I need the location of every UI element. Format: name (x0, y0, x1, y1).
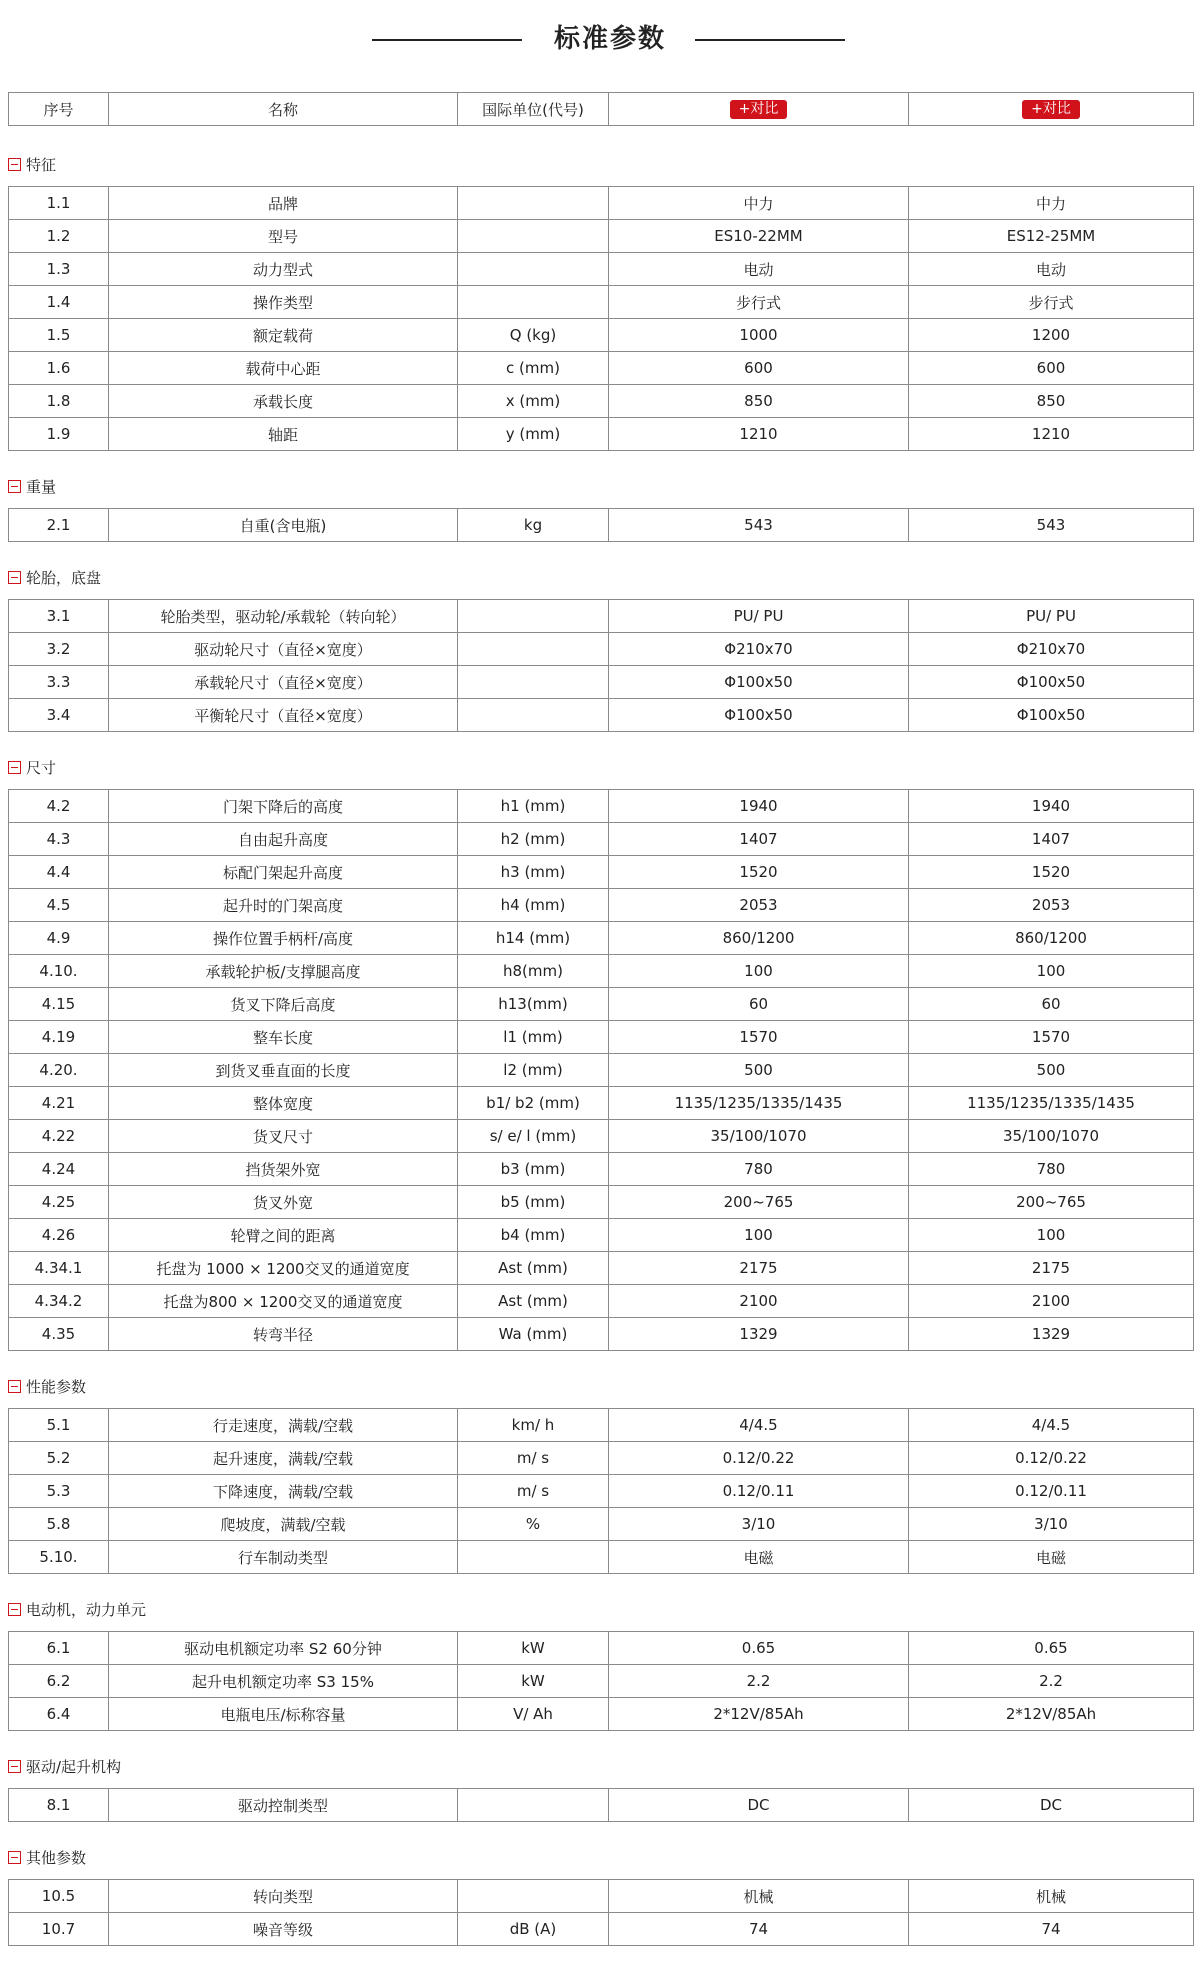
table-row (9, 286, 1194, 319)
cell-model-1: 电磁 (609, 1541, 909, 1574)
cell-index: 1.2 (9, 220, 109, 253)
cell-unit: Ast (mm) (458, 1252, 609, 1285)
cell-name: 轮臂之间的距离 (109, 1219, 458, 1252)
collapse-icon[interactable] (8, 761, 21, 774)
cell-name: 轴距 (109, 418, 458, 451)
collapse-icon[interactable] (8, 158, 21, 171)
cell-unit (458, 286, 609, 319)
cell-index: 4.15 (9, 988, 109, 1021)
cell-name: 操作类型 (109, 286, 458, 319)
cell-model-2: 1407 (909, 823, 1194, 856)
cell-model-2: 543 (909, 509, 1194, 542)
cell-unit: V/ Ah (458, 1698, 609, 1731)
table-row (9, 600, 1194, 633)
cell-index: 10.7 (9, 1913, 109, 1946)
title-divider-right (695, 39, 845, 41)
cell-unit: l1 (mm) (458, 1021, 609, 1054)
collapse-icon[interactable] (8, 1760, 21, 1773)
cell-name: 驱动控制类型 (109, 1789, 458, 1822)
table-row (9, 699, 1194, 732)
cell-unit: Ast (mm) (458, 1285, 609, 1318)
cell-name: 额定载荷 (109, 319, 458, 352)
cell-name: 噪音等级 (109, 1913, 458, 1946)
cell-name: 整车长度 (109, 1021, 458, 1054)
cell-index: 4.3 (9, 823, 109, 856)
collapse-icon[interactable] (8, 480, 21, 493)
spec-table (8, 186, 1194, 451)
cell-model-2: 60 (909, 988, 1194, 1021)
cell-model-2: 600 (909, 352, 1194, 385)
cell-model-1: 60 (609, 988, 909, 1021)
section-heading[interactable] (8, 474, 56, 498)
cell-index: 4.10. (9, 955, 109, 988)
table-row (9, 1252, 1194, 1285)
cell-name: 自重(含电瓶) (109, 509, 458, 542)
cell-model-1: 500 (609, 1054, 909, 1087)
cell-unit: h13(mm) (458, 988, 609, 1021)
table-row (9, 790, 1194, 823)
cell-name: 行走速度，满载/空载 (109, 1409, 458, 1442)
cell-index: 4.26 (9, 1219, 109, 1252)
table-row (9, 187, 1194, 220)
cell-name: 货叉下降后高度 (109, 988, 458, 1021)
table-row (9, 856, 1194, 889)
cell-model-2: 步行式 (909, 286, 1194, 319)
table-row (9, 1153, 1194, 1186)
cell-model-2: 35/100/1070 (909, 1120, 1194, 1153)
cell-index: 6.1 (9, 1632, 109, 1665)
spec-table (8, 1408, 1194, 1574)
table-row (9, 319, 1194, 352)
cell-model-2: 1135/1235/1335/1435 (909, 1087, 1194, 1120)
cell-model-1: 0.12/0.22 (609, 1442, 909, 1475)
table-row (9, 1698, 1194, 1731)
cell-model-2: 100 (909, 1219, 1194, 1252)
table-row (9, 385, 1194, 418)
cell-name: 下降速度，满载/空载 (109, 1475, 458, 1508)
cell-model-2: 0.12/0.22 (909, 1442, 1194, 1475)
cell-unit: kW (458, 1632, 609, 1665)
section-title: 其他参数 (26, 1848, 87, 1867)
cell-unit: y (mm) (458, 418, 609, 451)
cell-unit: h3 (mm) (458, 856, 609, 889)
cell-model-1: 1210 (609, 418, 909, 451)
cell-name: 行车制动类型 (109, 1541, 458, 1574)
cell-model-1: 35/100/1070 (609, 1120, 909, 1153)
section-title: 特征 (26, 155, 57, 174)
table-row (9, 1665, 1194, 1698)
cell-name: 承载轮护板/支撑腿高度 (109, 955, 458, 988)
table-row (9, 955, 1194, 988)
cell-model-2: DC (909, 1789, 1194, 1822)
cell-name: 驱动轮尺寸（直径×宽度） (109, 633, 458, 666)
cell-model-1: ES10-22MM (609, 220, 909, 253)
cell-model-2: 3/10 (909, 1508, 1194, 1541)
cell-name: 操作位置手柄杆/高度 (109, 922, 458, 955)
cell-name: 平衡轮尺寸（直径×宽度） (109, 699, 458, 732)
cell-model-1: 2175 (609, 1252, 909, 1285)
cell-unit: dB (A) (458, 1913, 609, 1946)
cell-model-1: 4/4.5 (609, 1409, 909, 1442)
cell-name: 承载轮尺寸（直径×宽度） (109, 666, 458, 699)
cell-model-1: 1329 (609, 1318, 909, 1351)
cell-unit (458, 633, 609, 666)
cell-model-2: 200~765 (909, 1186, 1194, 1219)
cell-model-1: Φ100x50 (609, 699, 909, 732)
cell-unit: % (458, 1508, 609, 1541)
cell-model-1: 3/10 (609, 1508, 909, 1541)
cell-model-2: 中力 (909, 187, 1194, 220)
cell-model-2: 100 (909, 955, 1194, 988)
cell-index: 4.24 (9, 1153, 109, 1186)
table-row (9, 418, 1194, 451)
cell-model-1: 200~765 (609, 1186, 909, 1219)
cell-unit: b1/ b2 (mm) (458, 1087, 609, 1120)
cell-name: 品牌 (109, 187, 458, 220)
cell-index: 1.3 (9, 253, 109, 286)
table-row (9, 988, 1194, 1021)
cell-model-2: ES12-25MM (909, 220, 1194, 253)
table-row (9, 889, 1194, 922)
cell-index: 3.2 (9, 633, 109, 666)
cell-unit (458, 699, 609, 732)
table-row (9, 220, 1194, 253)
cell-unit (458, 253, 609, 286)
cell-name: 货叉尺寸 (109, 1120, 458, 1153)
compare-button-1[interactable]: +对比 (730, 100, 788, 119)
section-heading[interactable] (8, 1754, 121, 1778)
cell-index: 4.20. (9, 1054, 109, 1087)
spec-table (8, 1879, 1194, 1946)
cell-name: 轮胎类型，驱动轮/承载轮（转向轮） (109, 600, 458, 633)
cell-index: 8.1 (9, 1789, 109, 1822)
spec-header-table (8, 92, 1194, 126)
cell-model-1: 1135/1235/1335/1435 (609, 1087, 909, 1120)
section-title: 电动机，动力单元 (26, 1600, 147, 1619)
table-row (9, 633, 1194, 666)
cell-index: 2.1 (9, 509, 109, 542)
cell-model-2: Φ100x50 (909, 666, 1194, 699)
cell-index: 4.19 (9, 1021, 109, 1054)
cell-name: 载荷中心距 (109, 352, 458, 385)
table-row (9, 1508, 1194, 1541)
cell-unit: x (mm) (458, 385, 609, 418)
cell-unit: b5 (mm) (458, 1186, 609, 1219)
cell-model-1: 100 (609, 1219, 909, 1252)
cell-index: 4.34.1 (9, 1252, 109, 1285)
cell-name: 转弯半径 (109, 1318, 458, 1351)
spec-table (8, 1788, 1194, 1822)
cell-model-2: 4/4.5 (909, 1409, 1194, 1442)
title-divider-left (372, 39, 522, 41)
spec-table (8, 789, 1194, 1351)
cell-index: 5.1 (9, 1409, 109, 1442)
cell-model-2: 2.2 (909, 1665, 1194, 1698)
cell-unit: h1 (mm) (458, 790, 609, 823)
cell-index: 6.4 (9, 1698, 109, 1731)
table-row (9, 1285, 1194, 1318)
cell-name: 标配门架起升高度 (109, 856, 458, 889)
cell-model-1: 中力 (609, 187, 909, 220)
cell-unit: m/ s (458, 1475, 609, 1508)
cell-index: 4.21 (9, 1087, 109, 1120)
table-row (9, 1541, 1194, 1574)
cell-index: 1.4 (9, 286, 109, 319)
spec-table (8, 599, 1194, 732)
cell-unit: l2 (mm) (458, 1054, 609, 1087)
cell-index: 5.3 (9, 1475, 109, 1508)
cell-model-1: 1000 (609, 319, 909, 352)
cell-index: 1.5 (9, 319, 109, 352)
cell-index: 4.2 (9, 790, 109, 823)
cell-model-1: 543 (609, 509, 909, 542)
cell-unit (458, 220, 609, 253)
cell-name: 到货叉垂直面的长度 (109, 1054, 458, 1087)
collapse-icon[interactable] (8, 1380, 21, 1393)
collapse-icon[interactable] (8, 1851, 21, 1864)
cell-model-1: 2053 (609, 889, 909, 922)
cell-name: 起升时的门架高度 (109, 889, 458, 922)
cell-index: 1.6 (9, 352, 109, 385)
header-model-2 (909, 93, 1194, 126)
cell-unit: kg (458, 509, 609, 542)
table-row (9, 823, 1194, 856)
cell-index: 4.25 (9, 1186, 109, 1219)
cell-model-1: 600 (609, 352, 909, 385)
cell-model-1: 74 (609, 1913, 909, 1946)
page-title: 标准参数 (553, 24, 666, 54)
cell-name: 动力型式 (109, 253, 458, 286)
cell-name: 电瓶电压/标称容量 (109, 1698, 458, 1731)
cell-model-2: 2100 (909, 1285, 1194, 1318)
cell-model-2: 2175 (909, 1252, 1194, 1285)
cell-name: 挡货架外宽 (109, 1153, 458, 1186)
cell-name: 门架下降后的高度 (109, 790, 458, 823)
section-title: 轮胎，底盘 (26, 568, 102, 587)
table-row (9, 1120, 1194, 1153)
cell-index: 3.4 (9, 699, 109, 732)
table-row (9, 253, 1194, 286)
table-row (9, 1880, 1194, 1913)
table-row (9, 1632, 1194, 1665)
table-row (9, 1409, 1194, 1442)
cell-model-2: 机械 (909, 1880, 1194, 1913)
cell-model-2: Φ100x50 (909, 699, 1194, 732)
cell-unit (458, 187, 609, 220)
cell-model-2: 电磁 (909, 1541, 1194, 1574)
cell-model-1: 860/1200 (609, 922, 909, 955)
cell-index: 1.9 (9, 418, 109, 451)
section-title: 驱动/起升机构 (26, 1757, 122, 1776)
section-heading[interactable] (8, 565, 101, 589)
cell-model-2: 1210 (909, 418, 1194, 451)
cell-index: 4.5 (9, 889, 109, 922)
cell-unit: Q (kg) (458, 319, 609, 352)
cell-model-2: 电动 (909, 253, 1194, 286)
collapse-icon[interactable] (8, 1603, 21, 1616)
cell-unit: Wa (mm) (458, 1318, 609, 1351)
cell-index: 6.2 (9, 1665, 109, 1698)
cell-model-1: 1407 (609, 823, 909, 856)
cell-name: 托盘为 1000 × 1200交叉的通道宽度 (109, 1252, 458, 1285)
cell-unit (458, 1541, 609, 1574)
spec-table (8, 1631, 1194, 1731)
section-heading[interactable] (8, 1597, 146, 1621)
cell-unit: km/ h (458, 1409, 609, 1442)
cell-index: 5.8 (9, 1508, 109, 1541)
cell-model-1: Φ100x50 (609, 666, 909, 699)
cell-unit: m/ s (458, 1442, 609, 1475)
header-row (9, 93, 1194, 126)
cell-name: 承载长度 (109, 385, 458, 418)
cell-model-1: 1570 (609, 1021, 909, 1054)
cell-model-2: 850 (909, 385, 1194, 418)
table-row (9, 509, 1194, 542)
cell-model-1: 100 (609, 955, 909, 988)
cell-unit: h8(mm) (458, 955, 609, 988)
cell-model-2: 1570 (909, 1021, 1194, 1054)
cell-model-1: 1520 (609, 856, 909, 889)
cell-model-1: 步行式 (609, 286, 909, 319)
table-row (9, 922, 1194, 955)
table-row (9, 1318, 1194, 1351)
cell-name: 货叉外宽 (109, 1186, 458, 1219)
cell-name: 转向类型 (109, 1880, 458, 1913)
table-row (9, 1475, 1194, 1508)
cell-model-1: Φ210x70 (609, 633, 909, 666)
cell-name: 型号 (109, 220, 458, 253)
cell-model-1: 780 (609, 1153, 909, 1186)
cell-unit (458, 666, 609, 699)
table-row (9, 1789, 1194, 1822)
cell-model-2: 74 (909, 1913, 1194, 1946)
section-title: 尺寸 (26, 758, 57, 777)
table-row (9, 666, 1194, 699)
spec-table (8, 508, 1194, 542)
cell-unit (458, 1880, 609, 1913)
cell-name: 自由起升高度 (109, 823, 458, 856)
cell-unit: kW (458, 1665, 609, 1698)
section-heading[interactable] (8, 152, 56, 176)
cell-index: 4.4 (9, 856, 109, 889)
cell-unit: c (mm) (458, 352, 609, 385)
cell-index: 1.8 (9, 385, 109, 418)
title-bar (0, 0, 1200, 80)
cell-index: 4.22 (9, 1120, 109, 1153)
cell-model-1: 0.65 (609, 1632, 909, 1665)
cell-index: 10.5 (9, 1880, 109, 1913)
header-model-1 (609, 93, 909, 126)
cell-model-2: 780 (909, 1153, 1194, 1186)
cell-unit: h2 (mm) (458, 823, 609, 856)
cell-index: 5.10. (9, 1541, 109, 1574)
cell-model-2: 500 (909, 1054, 1194, 1087)
cell-unit: b4 (mm) (458, 1219, 609, 1252)
cell-unit (458, 600, 609, 633)
cell-name: 驱动电机额定功率 S2 60分钟 (109, 1632, 458, 1665)
table-row (9, 1219, 1194, 1252)
compare-button-2[interactable]: +对比 (1022, 100, 1080, 119)
cell-unit: b3 (mm) (458, 1153, 609, 1186)
cell-model-1: 2100 (609, 1285, 909, 1318)
cell-model-1: PU/ PU (609, 600, 909, 633)
cell-model-2: 1329 (909, 1318, 1194, 1351)
cell-name: 爬坡度，满载/空载 (109, 1508, 458, 1541)
table-row (9, 1913, 1194, 1946)
cell-index: 3.1 (9, 600, 109, 633)
cell-model-1: 机械 (609, 1880, 909, 1913)
header-index: 序号 (9, 93, 109, 126)
table-row (9, 1442, 1194, 1475)
table-row (9, 1087, 1194, 1120)
cell-model-2: 0.65 (909, 1632, 1194, 1665)
section-title: 性能参数 (26, 1377, 87, 1396)
cell-model-2: 2053 (909, 889, 1194, 922)
cell-unit (458, 1789, 609, 1822)
cell-model-1: DC (609, 1789, 909, 1822)
header-unit: 国际单位(代号) (458, 93, 609, 126)
cell-unit: h4 (mm) (458, 889, 609, 922)
table-row (9, 1054, 1194, 1087)
cell-name: 整体宽度 (109, 1087, 458, 1120)
cell-model-1: 2.2 (609, 1665, 909, 1698)
cell-index: 4.34.2 (9, 1285, 109, 1318)
cell-model-2: PU/ PU (909, 600, 1194, 633)
section-heading[interactable] (8, 755, 56, 779)
cell-model-1: 1940 (609, 790, 909, 823)
cell-model-2: 2*12V/85Ah (909, 1698, 1194, 1731)
cell-model-2: 860/1200 (909, 922, 1194, 955)
cell-model-2: 1200 (909, 319, 1194, 352)
cell-model-1: 850 (609, 385, 909, 418)
cell-index: 4.35 (9, 1318, 109, 1351)
cell-unit: h14 (mm) (458, 922, 609, 955)
header-name: 名称 (109, 93, 458, 126)
section-heading[interactable] (8, 1845, 86, 1869)
cell-index: 4.9 (9, 922, 109, 955)
cell-index: 3.3 (9, 666, 109, 699)
cell-name: 起升速度，满载/空载 (109, 1442, 458, 1475)
cell-model-1: 2*12V/85Ah (609, 1698, 909, 1731)
cell-name: 托盘为800 × 1200交叉的通道宽度 (109, 1285, 458, 1318)
section-heading[interactable] (8, 1374, 86, 1398)
cell-model-1: 电动 (609, 253, 909, 286)
collapse-icon[interactable] (8, 571, 21, 584)
section-title: 重量 (26, 477, 57, 496)
table-row (9, 1186, 1194, 1219)
cell-unit: s/ e/ l (mm) (458, 1120, 609, 1153)
cell-index: 5.2 (9, 1442, 109, 1475)
cell-model-2: 1940 (909, 790, 1194, 823)
cell-model-2: 0.12/0.11 (909, 1475, 1194, 1508)
cell-model-2: Φ210x70 (909, 633, 1194, 666)
cell-name: 起升电机额定功率 S3 15% (109, 1665, 458, 1698)
cell-model-1: 0.12/0.11 (609, 1475, 909, 1508)
table-row (9, 352, 1194, 385)
cell-model-2: 1520 (909, 856, 1194, 889)
cell-index: 1.1 (9, 187, 109, 220)
table-row (9, 1021, 1194, 1054)
